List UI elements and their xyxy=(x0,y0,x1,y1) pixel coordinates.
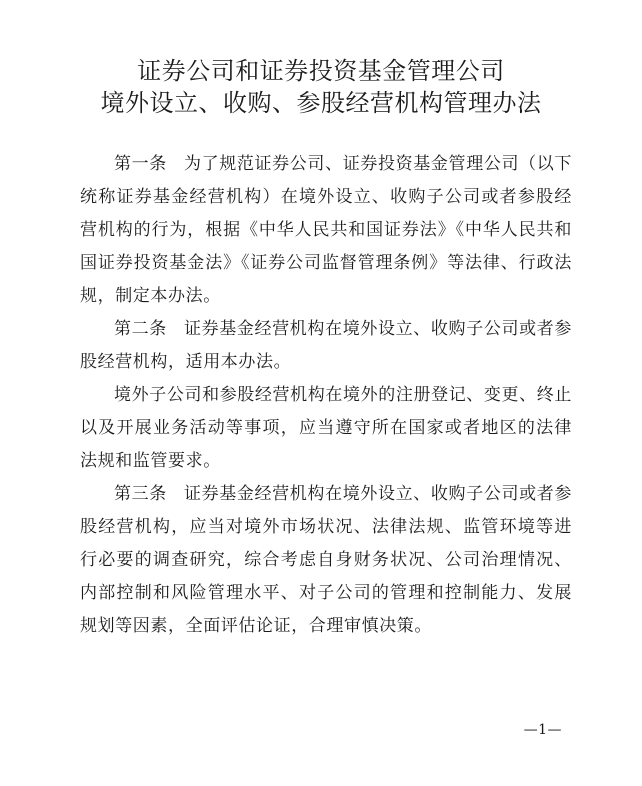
article-number: 第一条 xyxy=(114,154,167,174)
paragraph-text: 证券基金经营机构在境外设立、收购子公司或者参股经营机构，适用本办法。 xyxy=(80,319,572,372)
paragraph-article-1 xyxy=(80,148,572,313)
page-number: —1— xyxy=(523,722,562,738)
article-number: 第二条 xyxy=(114,319,167,339)
paragraph-text: 为了规范证券公司、证券投资基金管理公司（以下统称证券基金经营机构）在境外设立、收购子公司或者参股经营机构的行为，根据《中华人民共和国证券法》《中华人民共和国证券投资基金法》《证券公司监督管理条例》等法律、行政法规，制定本办法。 xyxy=(80,154,572,306)
article-number: 第三条 xyxy=(114,484,167,504)
paragraph-text: 境外子公司和参股经营机构在境外的注册登记、变更、终止以及开展业务活动等事项，应当遵守所在国家或者地区的法律法规和监管要求。 xyxy=(80,385,572,471)
paragraph-article-2 xyxy=(80,313,572,379)
document-title-line-1: 证券公司和证券投资基金管理公司 xyxy=(137,57,505,85)
paragraph-article-3 xyxy=(80,478,572,643)
paragraph-text: 证券基金经营机构在境外设立、收购子公司或者参股经营机构，应当对境外市场状况、法律法规、监管环境等进行必要的调查研究，综合考虑自身财务状况、公司治理情况、内部控制和风险管理水平、对子公司的管理和控制能力、发展规划等因素，全面评估论证，合理审慎决策。 xyxy=(80,484,572,636)
document-title-line-2: 境外设立、收购、参股经营机构管理办法 xyxy=(100,89,542,117)
document-body xyxy=(80,148,572,643)
paragraph-article-2-continued xyxy=(80,379,572,478)
